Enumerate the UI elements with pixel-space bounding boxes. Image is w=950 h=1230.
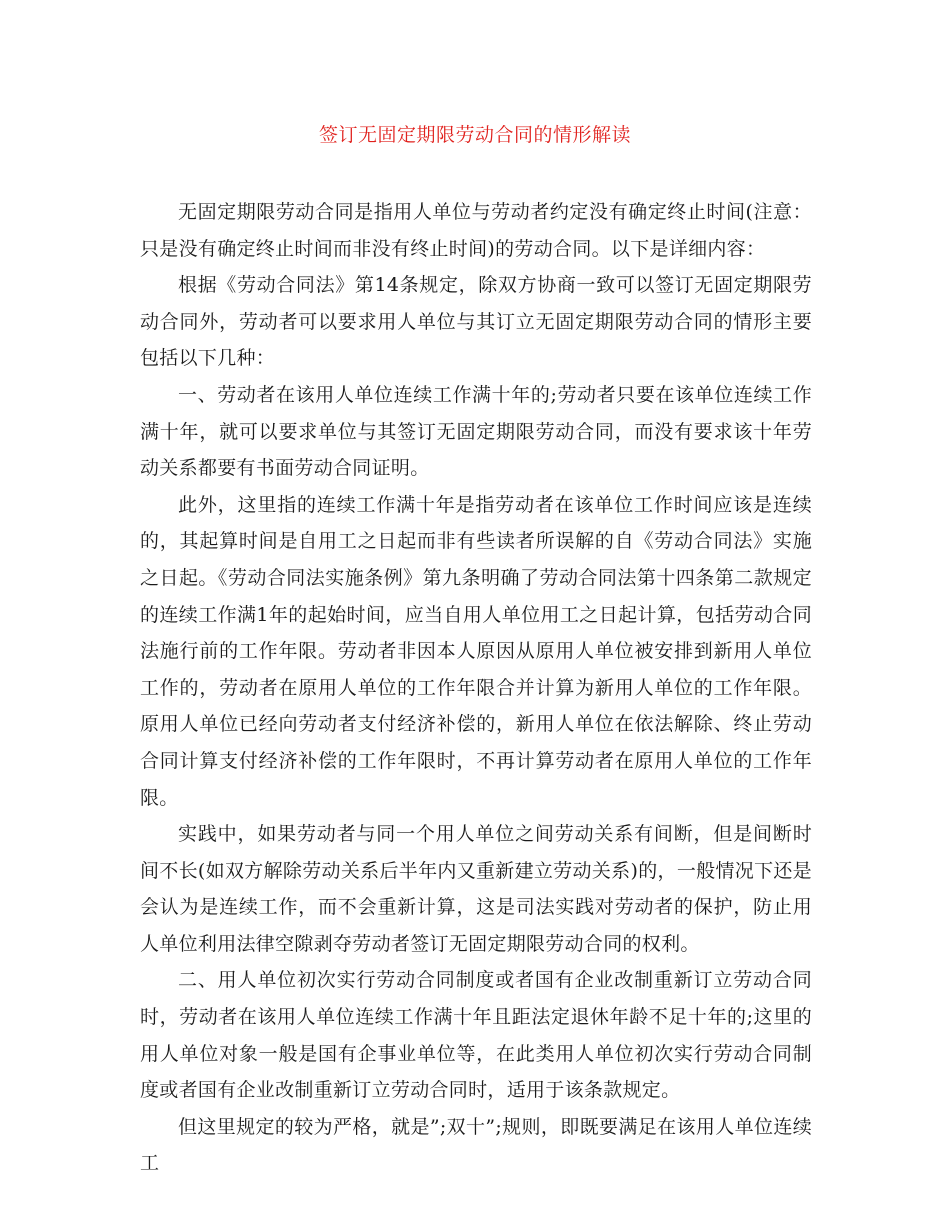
paragraph: 根据《劳动合同法》第14条规定，除双方协商一致可以签订无固定期限劳动合同外，劳动者可以要求用人单位与其订立无固定期限劳动合同的情形主要包括以下几种： [140,274,812,370]
paragraph: 此外，这里指的连续工作满十年是指劳动者在该单位工作时间应该是连续的，其起算时间是自用工之日起而非有些读者所误解的自《劳动合同法》实施之日起。《劳动合同法实施条例》第九条明确了劳动合同法第十四条第二款规定的连续工作满1年的起始时间，应当自用人单位用工之日起计算，包括劳动合同法施行前的工作年限。劳动者非因本人原因从原用人单位被安排到新用人单位工作的，劳动者在原用人单位的工作年限合并计算为新用人单位的工作年限。原用人单位已经向劳动者支付经济补偿的，新用人单位在依法解除、终止劳动合同计算支付经济补偿的工作年限时，不再计算劳动者在原用人单位的工作年限。 [140,493,812,809]
paragraph: 无固定期限劳动合同是指用人单位与劳动者约定没有确定终止时间(注意：只是没有确定终止时间而非没有终止时间)的劳动合同。以下是详细内容： [140,201,812,260]
paragraph: 一、劳动者在该用人单位连续工作满十年的;劳动者只要在该单位连续工作满十年，就可以要求单位与其签订无固定期限劳动合同，而没有要求该十年劳动关系都要有书面劳动合同证明。 [140,383,812,480]
paragraph: 但这里规定的较为严格，就是”;双十”;规则，即既要满足在该用人单位连续工 [140,1115,812,1175]
document-title: 签订无固定期限劳动合同的情形解读 [318,124,631,146]
paragraph: 实践中，如果劳动者与同一个用人单位之间劳动关系有间断，但是间断时间不长(如双方解除劳动关系后半年内又重新建立劳动关系)的，一般情况下还是会认为是连续工作，而不会重新计算，这是司法实践对劳动者的保护，防止用人单位利用法律空隙剥夺劳动者签订无固定期限劳动合同的权利。 [140,823,812,955]
document-body [140,194,812,1182]
paragraph: 二、用人单位初次实行劳动合同制度或者国有企业改制重新订立劳动合同时，劳动者在该用人单位连续工作满十年且距法定退休年龄不足十年的;这里的用人单位对象一般是国有企事业单位等，在此类用人单位初次实行劳动合同制度或者国有企业改制重新订立劳动合同时，适用于该条款规定。 [140,969,812,1102]
